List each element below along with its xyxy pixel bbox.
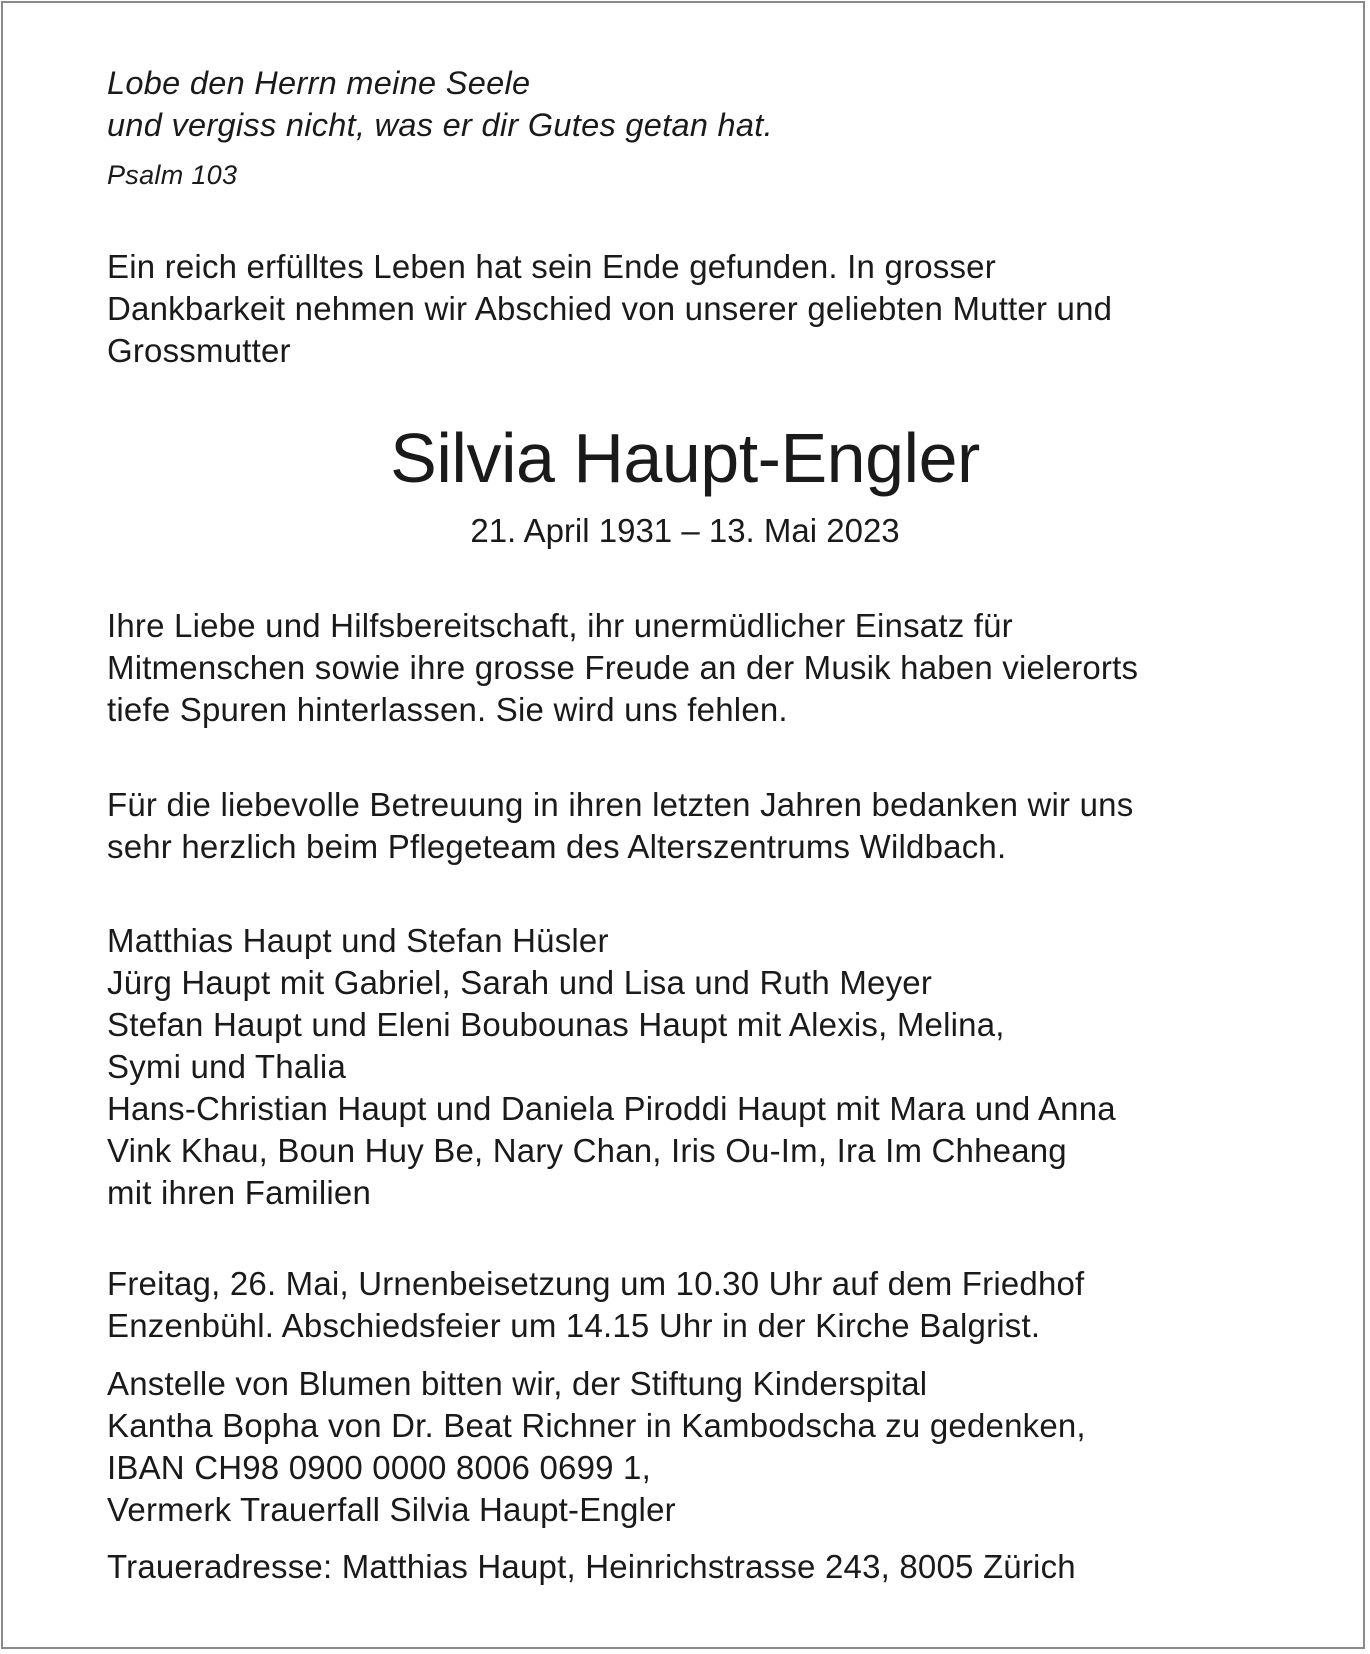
thanks-paragraph [107,784,1133,868]
intro-line: Dankbarkeit nehmen wir Abschied von unserer geliebten Mutter und [107,290,1113,327]
donation-request [107,1363,1086,1531]
mourner-line: Vink Khau, Boun Huy Be, Nary Chan, Iris Ou-Im, Ira Im Chheang [107,1132,1067,1169]
tribute-paragraph [107,605,1138,731]
life-dates: 21. April 1931 – 13. Mai 2023 [470,512,900,549]
bible-verse-line: Lobe den Herrn meine Seele [107,65,531,101]
donation-iban: IBAN CH98 0900 0000 8006 0699 1, [107,1449,651,1486]
tribute-line: tiefe Spuren hinterlassen. Sie wird uns fehlen. [107,691,788,728]
mourning-address: Traueradresse: Matthias Haupt, Heinrichstrasse 243, 8005 Zürich [107,1548,1076,1585]
bible-verse-line: und vergiss nicht, was er dir Gutes getan hat. [107,107,773,143]
intro-line: Ein reich erfülltes Leben hat sein Ende gefunden. In grosser [107,248,996,285]
mourner-line: mit ihren Familien [107,1174,372,1211]
donation-line: Vermerk Trauerfall Silvia Haupt-Engler [107,1491,676,1528]
bible-verse-source: Psalm 103 [107,160,238,190]
thanks-line: sehr herzlich beim Pflegeteam des Alterszentrums Wildbach. [107,828,1007,865]
mourners-list [107,920,1116,1214]
deceased-name: Silvia Haupt-Engler [390,419,980,497]
service-line: Enzenbühl. Abschiedsfeier um 14.15 Uhr in der Kirche Balgrist. [107,1307,1041,1344]
donation-line: Anstelle von Blumen bitten wir, der Stiftung Kinderspital [107,1365,928,1402]
mourner-line: Jürg Haupt mit Gabriel, Sarah und Lisa und Ruth Meyer [107,964,933,1001]
intro-paragraph [107,246,1112,372]
mourner-line: Matthias Haupt und Stefan Hüsler [107,922,609,959]
service-line: Freitag, 26. Mai, Urnenbeisetzung um 10.30 Uhr auf dem Friedhof [107,1265,1085,1302]
thanks-line: Für die liebevolle Betreuung in ihren letzten Jahren bedanken wir uns [107,786,1134,823]
mourner-line: Symi und Thalia [107,1048,347,1085]
mourner-line: Hans-Christian Haupt und Daniela Piroddi Haupt mit Mara und Anna [107,1090,1116,1127]
tribute-line: Ihre Liebe und Hilfsbereitschaft, ihr unermüdlicher Einsatz für [107,607,1013,644]
tribute-line: Mitmenschen sowie ihre grosse Freude an der Musik haben vielerorts [107,649,1139,686]
mourner-line: Stefan Haupt und Eleni Boubounas Haupt mit Alexis, Melina, [107,1006,1005,1043]
bible-verse [107,62,773,146]
donation-line: Kantha Bopha von Dr. Beat Richner in Kambodscha zu gedenken, [107,1407,1086,1444]
service-details [107,1263,1084,1347]
intro-line: Grossmutter [107,332,291,369]
